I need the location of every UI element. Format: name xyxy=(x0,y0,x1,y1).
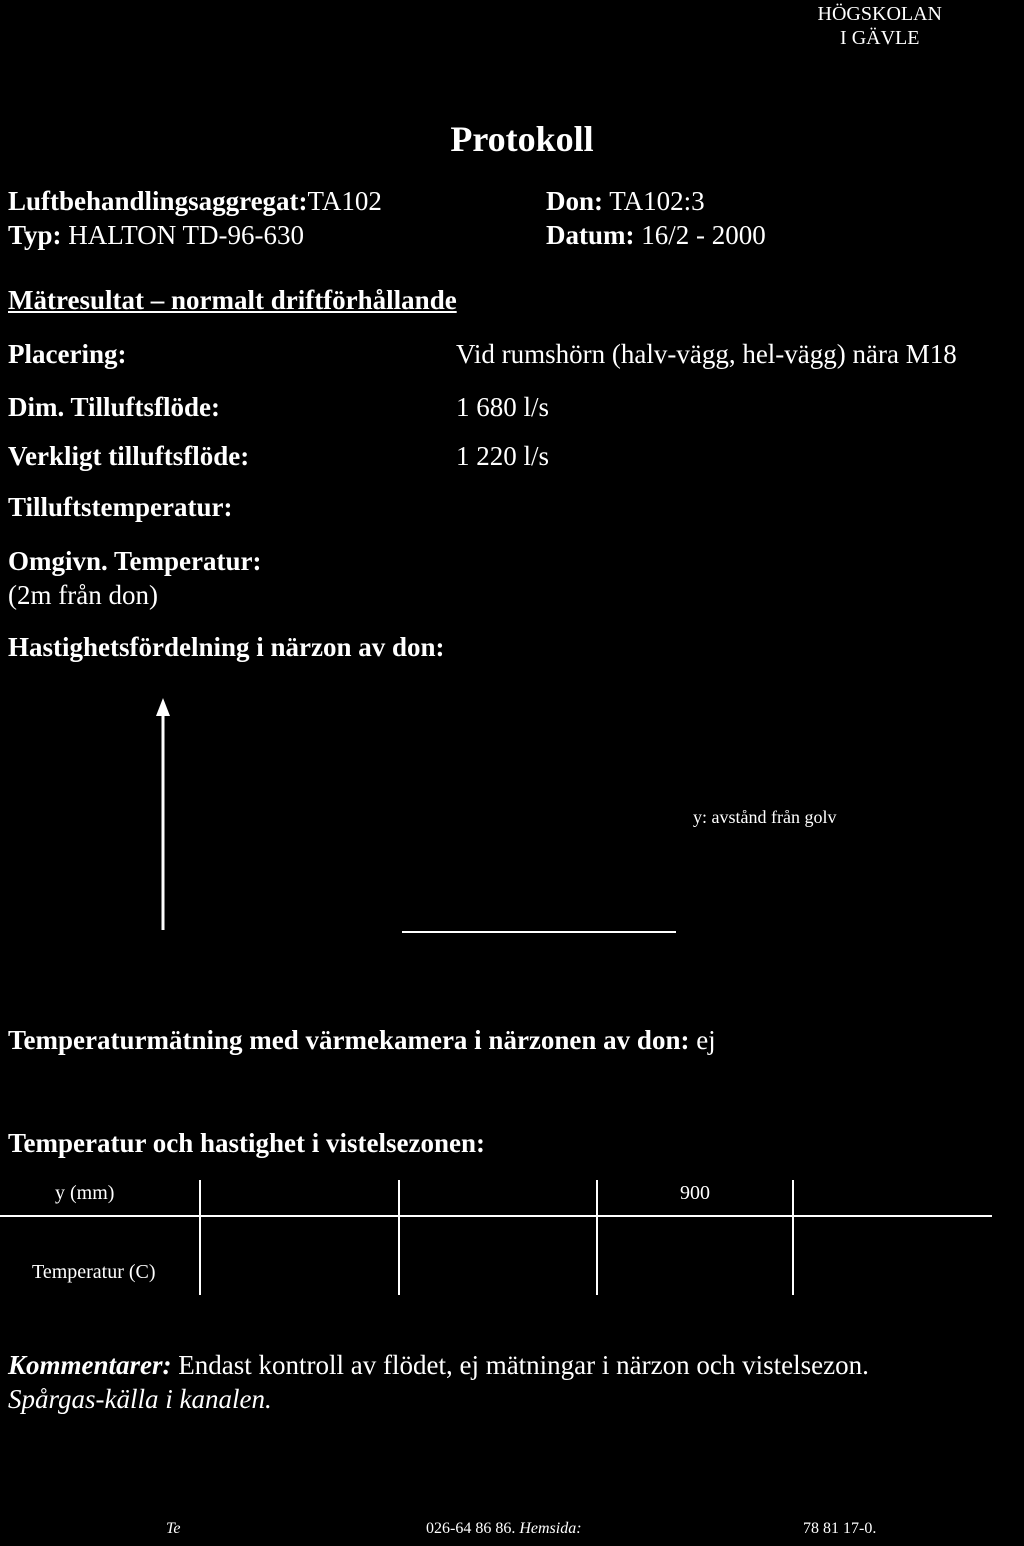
type-label: Typ: xyxy=(8,220,62,250)
don-row xyxy=(546,186,705,217)
table-column-divider-1 xyxy=(199,1180,201,1295)
design-flow-value: 1 680 l/s xyxy=(456,392,550,422)
date-value: 16/2 - 2000 xyxy=(641,220,766,250)
type-value: HALTON TD-96-630 xyxy=(68,220,305,250)
vistelse-heading: Temperatur och hastighet i vistelsezonen: xyxy=(8,1128,485,1158)
actual-flow-label: Verkligt tilluftsflöde: xyxy=(8,441,250,471)
thermo-label: Temperaturmätning med värmekamera i närzonen av don: xyxy=(8,1025,690,1055)
unit-value: TA102 xyxy=(307,186,382,216)
section-heading: Mätresultat – normalt driftförhållande xyxy=(8,285,457,315)
unit-label: Luftbehandlingsaggregat: xyxy=(8,186,308,216)
table-row2-label: Temperatur (C) xyxy=(32,1261,156,1283)
supply-temp-label: Tilluftstemperatur: xyxy=(8,492,233,522)
table-column-divider-3 xyxy=(596,1180,598,1295)
footer-part3: 78 81 17-0. xyxy=(803,1520,877,1537)
design-flow-label: Dim. Tilluftsflöde: xyxy=(8,392,221,422)
unit-row xyxy=(8,186,382,217)
ambient-temp-note: (2m från don) xyxy=(8,580,158,610)
date-row xyxy=(546,220,766,251)
table-column-divider-4 xyxy=(792,1180,794,1295)
placement-value: Vid rumshörn (halv-vägg, hel-vägg) nära M18 xyxy=(456,339,957,369)
table-column-divider-2 xyxy=(398,1180,400,1295)
thermo-row xyxy=(8,1025,716,1056)
institution-logo xyxy=(818,2,942,50)
type-row xyxy=(8,220,304,251)
footer-part2: 026-64 86 86. Hemsida: xyxy=(426,1520,582,1537)
institution-name-line2: I GÄVLE xyxy=(840,27,920,49)
page-title: Protokoll xyxy=(450,119,594,159)
table-horizontal-divider xyxy=(0,1215,992,1217)
comments-text: Endast kontroll av flödet, ej mätningar i närzon och vistelsezon. xyxy=(178,1350,869,1380)
institution-name-line1: HÖGSKOLAN xyxy=(817,3,942,25)
comments-row xyxy=(8,1350,869,1381)
y-axis-label: y: avstånd från golv xyxy=(693,807,837,827)
table-cell-900: 900 xyxy=(680,1182,710,1204)
table-row1-label: y (mm) xyxy=(55,1182,115,1204)
velocity-heading: Hastighetsfördelning i närzon av don: xyxy=(8,632,445,662)
don-label: Don: xyxy=(546,186,604,216)
comments-label: Kommentarer: xyxy=(8,1350,172,1380)
actual-flow-value: 1 220 l/s xyxy=(456,441,550,471)
placement-label: Placering: xyxy=(8,339,127,369)
comments-line2: Spårgas-källa i kanalen. xyxy=(8,1384,272,1414)
don-value: TA102:3 xyxy=(609,186,705,216)
date-label: Datum: xyxy=(546,220,635,250)
ambient-temp-label: Omgivn. Temperatur: xyxy=(8,546,262,576)
thermo-value: ej xyxy=(696,1025,716,1055)
footer-part1: Te xyxy=(166,1520,181,1537)
velocity-diagram xyxy=(0,690,1024,950)
